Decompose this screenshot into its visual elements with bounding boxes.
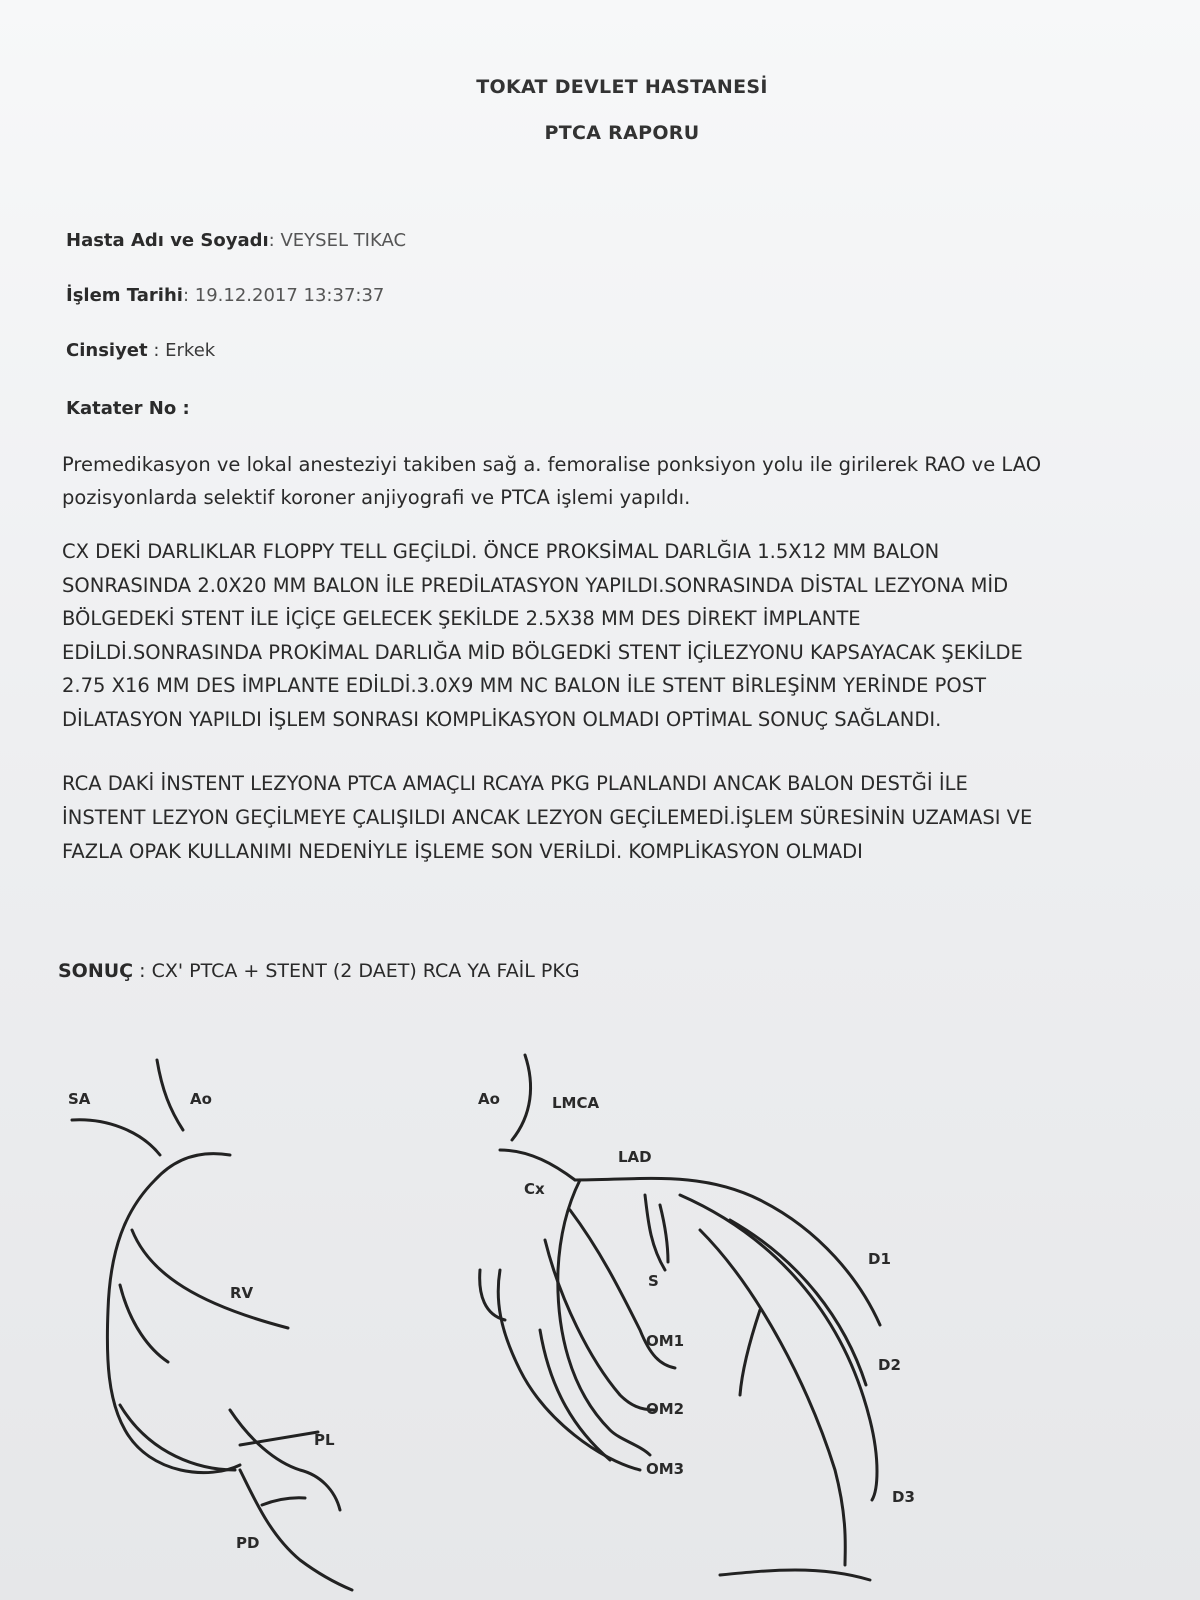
rca-distal-branch [120,1405,235,1470]
rca-sa-branch [72,1120,160,1155]
lca-diagram [478,1055,915,1580]
rca-pd-twig [262,1498,305,1505]
paragraph-line: pozisyonlarda selektif koroner anjiyografi ve PTCA işlemi yapıldı. [62,486,691,509]
lca-lad-label: LAD [618,1148,652,1166]
paragraph-line: CX DEKİ DARLIKLAR FLOPPY TELL GEÇİLDİ. ÖNCE PROKSİMAL DARLĞIA 1.5X12 MM BALON [62,540,940,563]
report-title: PTCA RAPORU [544,122,700,144]
lca-cx-label: Cx [524,1180,545,1198]
rca-pl-branch [230,1410,340,1510]
lca-om3-vessel [498,1270,640,1470]
lca-ao-label: Ao [478,1090,500,1108]
lca-d1-label: D1 [868,1250,891,1268]
lca-septal-short [660,1205,668,1262]
paragraph-line: Premedikasyon ve lokal anesteziyi takiben sağ a. femoralise ponksiyon yolu ile girilerek RAO ve LAO [62,453,1042,476]
lca-d3-vessel [700,1230,845,1565]
lca-om3-label: OM3 [646,1460,685,1478]
rca-diagram [68,1060,352,1590]
result-label: SONUÇ [58,960,134,982]
lca-om-lower [540,1330,610,1460]
paragraph-line: 2.75 X16 MM DES İMPLANTE EDİLDİ.3.0X9 MM NC BALON İLE STENT BİRLEŞİNM YERİNDE POST [62,674,987,697]
lca-septal-vessel [645,1195,665,1270]
lca-lad-distal [730,1220,866,1385]
paragraph-line: FAZLA OPAK KULLANIMI NEDENİYLE İŞLEME SON VERİLDİ. KOMPLİKASYON OLMADI [62,840,863,863]
lca-lmca-label: LMCA [552,1094,600,1112]
paragraph-line: RCA DAKİ İNSTENT LEZYONA PTCA AMAÇLI RCAYA PKG PLANLANDI ANCAK BALON DESTĞİ İLE [62,772,968,795]
catheter-label: Katater No [66,398,177,419]
lca-lad-vessel [575,1178,880,1325]
lca-om2-label: OM2 [646,1400,685,1418]
paragraph-line: İNSTENT LEZYON GEÇİLMEYE ÇALIŞILDI ANCAK LEZYON GEÇİLEMEDİ.İŞLEM SÜRESİNİN UZAMASI VE [62,806,1033,829]
rca-rv-label: RV [230,1284,254,1302]
hospital-name: TOKAT DEVLET HASTANESİ [476,76,768,98]
rca-aorta-vessel [157,1060,183,1130]
paragraph-line: BÖLGEDEKİ STENT İLE İÇİÇE GELECEK ŞEKİLDE 2.5X38 MM DES DİREKT İMPLANTE [62,607,861,630]
procedure-date-value: : 19.12.2017 13:37:37 [182,285,385,306]
patient-name-value: : VEYSEL TIKAC [268,230,407,251]
sex-value: : Erkek [147,340,216,361]
rca-pd-branch [240,1470,352,1590]
lca-aorta-vessel [512,1055,531,1140]
paragraph-line: DİLATASYON YAPILDI İŞLEM SONRASI KOMPLİKASYON OLMADI OPTİMAL SONUÇ SAĞLANDI. [62,707,942,731]
rca-sa-label: SA [68,1090,91,1108]
paragraph-line: EDİLDİ.SONRASINDA PROKİMAL DARLIĞA MİD BÖLGEDKİ STENT İÇİLEZYONU KAPSAYACAK ŞEKİLDE [62,640,1023,664]
lca-om1-label: OM1 [646,1332,685,1350]
sex-label: Cinsiyet [66,340,148,361]
result-value: : CX' PTCA + STENT (2 DAET) RCA YA FAİL PKG [133,960,580,982]
rca-rv-branch [132,1230,288,1328]
catheter-value: : [176,398,190,419]
rca-main-trunk [107,1154,240,1473]
rca-pd-label: PD [236,1534,260,1552]
rca-ao-label: Ao [190,1090,212,1108]
lca-lmca-vessel [500,1150,575,1180]
patient-name-label: Hasta Adı ve Soyadı [66,230,269,251]
lca-s-label: S [648,1272,659,1290]
rca-pl-label: PL [314,1431,335,1449]
procedure-date-label: İşlem Tarihi [66,285,183,306]
lca-apex-curve [720,1570,870,1580]
lca-d2-label: D2 [878,1356,901,1374]
rca-acute-marginal [120,1285,168,1362]
paragraph-line: SONRASINDA 2.0X20 MM BALON İLE PREDİLATASYON YAPILDI.SONRASINDA DİSTAL LEZYONA MİD [62,573,1009,597]
lca-d3-label: D3 [892,1488,915,1506]
lca-diag-twig [740,1310,760,1395]
